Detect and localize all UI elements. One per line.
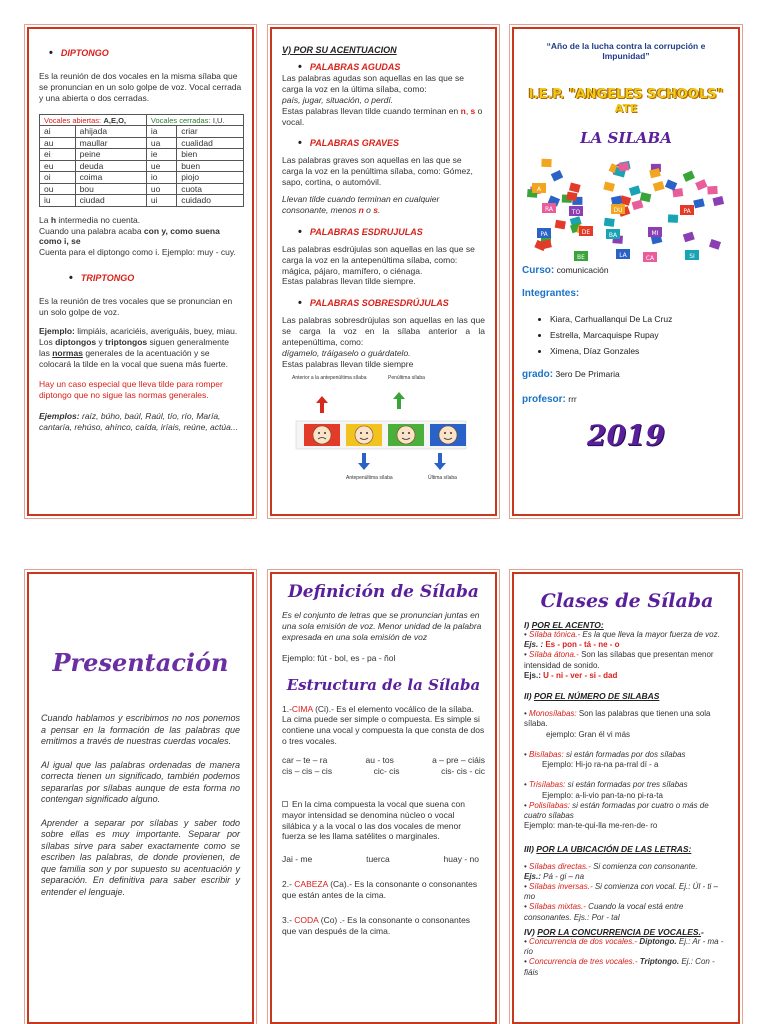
member-item: • Estrella, Marcaquispe Rupay [550,327,730,343]
table-cell: criar [177,126,244,138]
face-eye [402,432,404,434]
table-cell: peine [75,149,146,161]
table-cell: cuota [177,183,244,195]
label-penultima: Penúltima sílaba [388,375,425,381]
bi-example: Ejemplo: Hi-jo ra-na pa-rral dí - a [542,760,659,770]
triptongo-example: Ejemplo: limpiáis, acariciéis, averiguáis, buey, miau. [39,325,238,336]
mixtas-text: • Sílabas mixtas.- Cuando la vocal está entre consonantes. Ejs.: Por - tal [524,902,684,922]
special-case: Hay un caso especial que lleva tilde para romper diptongo que no sigue las normas generales. [39,379,223,401]
table-cell: cuidado [177,195,244,207]
arrow-up-red [316,396,328,413]
letter-tile [555,220,566,230]
table-cell: bien [177,149,244,161]
letter-tile-text: PA [683,208,691,215]
presentacion-p3: Aprender a separar por sílabas y saber todo sobre ellas es muy importante. Separar por sílabas sirve para saber exactamente como se escriben las palabras, de donde provienen, de que familia son y por supuesto su acentuación y separación. En definitiva para saber escribir y entender el lenguaje. [41,817,240,897]
table-head-open: Vocales abiertas: A,E,O, [40,114,147,126]
table-row [40,172,244,184]
estructura-title: Estructura de la Sílaba [286,675,481,694]
table-cell: ia [146,126,176,138]
table-cell: bou [75,183,146,195]
face-eye [360,432,362,434]
letter-tile [683,171,695,182]
table-cell: maullar [75,137,146,149]
table-row [40,126,244,138]
letter-tile [611,196,622,206]
table-cell: io [146,172,176,184]
face-eye [444,432,446,434]
triptongo-heading: • TRIPTONGO [69,272,242,284]
definicion-text: Es el conjunto de letras que se pronuncian juntas en una sola emisión de voz. Menor unidad de la palabra expresada en una sola emisión de voz [282,610,482,642]
face-eye [324,432,326,434]
letter-tile [665,179,677,190]
table-row [40,183,244,195]
clases-title: Clases de Sílaba [540,590,714,612]
mono-text: • Monosílabas: Son las palabras que tienen una sola sílaba. [524,709,711,729]
motto: “Año de la lucha contra la corrupción e Impunidad” [546,41,706,61]
letter-tile [653,181,665,192]
label-antepenultima: Antepenúltima sílaba [346,475,393,481]
letter-tile-text: DU [613,207,623,214]
directas-example: Ejs.: Pá - gi – na [524,871,585,881]
members-list [550,311,730,359]
letter-tile [632,200,644,210]
letter-tile [629,185,641,196]
table-cell: piojo [177,172,244,184]
table-cell: oi [40,172,76,184]
school-name: I.E.P. "ANGELES SCHOOLS" [528,87,724,102]
letter-tile [541,159,551,167]
panel-cover [512,27,740,516]
coda-text: 3.- CODA (Co) .- Es la consonante o consonantes que van después de la cima. [282,914,471,936]
member-item: • Ximena, Díaz Gonzales [550,343,730,359]
letter-tile [603,182,615,192]
table-cell: deuda [75,160,146,172]
tonica-text: • Sílaba tónica.- Es la que lleva la mayor fuerza de voz. [524,630,720,639]
letter-tile-text: RA [544,206,554,213]
accent-diagram [290,369,470,489]
letter-tile [707,186,717,195]
letter-tile [713,196,725,206]
table-cell: ua [146,137,176,149]
table-row [40,137,244,149]
agudas-text: Las palabras agudas son aquellas en las que se carga la voz en la última sílaba, como: [282,73,464,94]
letter-tile [569,182,581,192]
esdrujulas-heading: • PALABRAS ESDRUJULAS [298,226,485,238]
graves-tilde: Llevan tilde cuando terminan en cualquier consonante, menos n o s. [282,194,440,215]
letter-tile-text: TO [571,209,581,216]
face-icon [439,426,457,444]
panel-definicion [270,572,497,1024]
label-ultima: Última sílaba [428,475,457,481]
note-y: Cuando una palabra acaba con y, como suena como i, se [39,225,220,247]
checkbox-glyph [282,801,288,807]
cima-text: 1.-CIMA (Ci).- Es el elemento vocálico de la sílaba. La cima puede ser simple o compuesta. Es simple si contiene una vocal y compuesta la que consta de dos o tres vocales. [282,703,485,747]
example-row-3: Jai - me tuerca huay - no [282,854,479,865]
poli-example: Ejemplo: man-te-qui-lla me-ren-de- ro [524,821,658,831]
letter-tile [604,218,615,227]
grado-row: grado: 3ero De Primaria [522,369,620,380]
table-cell: eu [40,160,76,172]
tonica-example: Ejs. : Es - pon - tá - ne - o [524,640,620,650]
hiatus-examples: Ejemplos: raíz, búho, baúl, Raúl, tío, río, María, cantaría, rehúso, ahínco, caída, iríais, reúne, actúa... [39,411,238,432]
section-4-heading: IV) POR LA CONCURRENCIA DE VOCALES.- [524,926,704,937]
panel-presentacion [27,572,254,1024]
atona-text: • Sílaba átona.- Son las sílabas que presentan menor intensidad de sonido. [524,650,714,670]
panel-diptongo [27,27,254,516]
panel-acentuacion [270,27,497,516]
graves-text: Las palabras graves son aquellas en las que se carga la voz en la penúltima sílaba, como: Gómez, sapo, cortina, o automóvil. [282,155,473,188]
district: ATE [614,102,638,115]
definicion-title: Definición de Sílaba [288,582,479,602]
table-cell: ue [146,160,176,172]
diptongo-definition: Es la reunión de dos vocales en la misma sílaba que se pronuncian en un solo golpe de voz. Vocal cerrada y una abierta o dos cerradas. [39,71,242,103]
sobresdrujulas-tilde: Estas palabras llevan tilde siempre [282,358,414,369]
mono-example: ejemplo: Gran él vi más [546,729,631,739]
face-eye [450,432,452,434]
letter-tile [709,239,721,250]
curso-row: Curso: comunicación [522,265,609,276]
agudas-heading: • PALABRAS AGUDAS [298,61,485,73]
profesor-row: profesor: rrr [522,394,577,405]
example-row-1: car – te – ra au - tos a – pre – ciáis [282,755,485,765]
inversas-text: • Sílabas inversas.- Si comienza con vocal. Ej.: Úl - ti – mo [524,881,719,902]
presentacion-p1: Cuando hablamos y escribimos no nos ponemos a pensar en la formación de las palabras que emitimos a través de nuestras cuerdas vocales. [41,713,240,747]
year: 2019 [587,419,665,452]
face-eye [408,432,410,434]
letter-tile-text: LA [619,252,627,259]
table-cell: ie [146,149,176,161]
letter-tile-text: BE [577,254,585,261]
letter-tile-text: CA [645,255,655,262]
note-y-2: Cuenta para el diptongo como i. Ejemplo: muy - cuy. [39,247,236,258]
section-2-heading: II) POR EL NÚMERO DE SILABAS [524,691,660,702]
table-cell: ou [40,183,76,195]
atona-example: Ejs.: U - ni - ver - si - dad [524,670,618,680]
directas-text: • Sílabas directas.- Si comienza con consonante. [524,861,698,871]
table-cell: ui [146,195,176,207]
letter-tile-text: SI [689,253,695,260]
sobresdrujulas-text: Las palabras sobresdrújulas son aquellas en las que se carga la voz en la sílaba anterior a la antepenúltima, como: [282,315,485,347]
conc3-text: • Concurrencia de tres vocales.- Triptongo. Ej.: Con - fiáis [524,957,715,977]
cover-title: LA SILABA [580,129,672,147]
arrow-down-blue-left [358,453,370,470]
section-3-heading: III) POR LA UBICACIÓN DE LAS LETRAS: [524,843,692,854]
agudas-examples: país, jugar, situación, o perdí. [282,94,394,105]
graves-heading: • PALABRAS GRAVES [298,137,485,149]
panel-clases [512,572,740,1024]
face-icon [355,426,373,444]
agudas-tilde: Estas palabras llevan tilde cuando terminan en n, s o vocal. [282,105,483,127]
table-row [40,195,244,207]
cabeza-text: 2.- CABEZA (Ca).- Es la consonante o consonantes que están antes de la cima. [282,879,478,900]
arrow-down-blue-right [434,453,446,470]
letter-tile [695,179,707,190]
table-cell: buen [177,160,244,172]
table-cell: coima [75,172,146,184]
member-item: • Kiara, Carhuallanqui De La Cruz [550,311,730,327]
cima-compuesta-text: En la cima compuesta la vocal que suena con mayor intensidad se denomina núcleo o vocal silábica y a la vocal o las dos vocales de menor fuerza se les llama satélites o marginales. [282,798,465,842]
esdrujulas-text: Las palabras esdrújulas son aquellas en las que se carga la voz en la antepenúltima sílaba, como: mágica, pájaro, mamífero, o ciénaga. [282,243,475,276]
diptongo-heading: • DIPTONGO [49,47,242,59]
definicion-example: Ejemplo: fút - bol, es - pa - ñol [282,652,396,663]
label-anterior-line: Anterior a la antepenúltima sílaba [292,375,367,381]
table-cell: cualidad [177,137,244,149]
letter-tiles-image [522,153,732,263]
letter-tile [551,170,563,181]
bi-text: • Bisílabas: si están formadas por dos sílabas [524,749,686,759]
esdrujulas-tilde: Estas palabras llevan tilde siempre. [282,276,416,287]
vowel-table [39,114,244,207]
table-cell: au [40,137,76,149]
letter-tile-text: A [536,186,542,193]
table-cell: ciudad [75,195,146,207]
letter-tile [640,192,652,202]
section-1-heading: I) POR EL ACENTO: [524,620,604,630]
letter-tile [618,162,629,171]
label-anterior-antepenultima [292,375,367,381]
face-icon [397,426,415,444]
sobresdrujulas-heading: • PALABRAS SOBRESDRÚJULAS [298,297,485,309]
letter-tile [693,198,705,208]
table-cell: uo [146,183,176,195]
poli-text: • Polisílabas: si están formadas por cuatro o más de cuatro sílabas [524,800,709,821]
table-row [40,160,244,172]
letter-tile-text: DE [581,229,591,236]
triptongo-definition: Es la reunión de tres vocales que se pronuncian en un solo golpe de voz. [39,296,233,317]
table-cell: ei [40,149,76,161]
acentuacion-heading: V) POR SU ACENTUACION [282,45,397,55]
conc2-text: • Concurrencia de dos vocales.- Diptongo. Ej.: Ar - ma - rio [524,936,724,957]
table-cell: ahijada [75,126,146,138]
presentacion-title: Presentación [52,648,229,677]
integrantes-label: Integrantes: [522,288,580,299]
letter-tile [668,214,678,222]
letter-tile [566,192,577,202]
accent-rule: Los diptongos y triptongos siguen generalmente las normas generales de la acentuación y se colocará la tilde en la vocal que suena más fuerte. [39,336,229,369]
table-cell: ai [40,126,76,138]
face-icon [313,426,331,444]
table-head-closed: Vocales cerradas: I,U. [146,114,243,126]
letter-tile-text: BA [608,232,618,239]
table-cell: iu [40,195,76,207]
example-row-2: cis – cis – cis cic- cis cis- cis - cic [282,765,485,776]
letter-tile [683,232,695,243]
letter-tile-text: MI [651,230,659,237]
sobresdrujulas-examples: dígamelo, tráigaselo o guárdatelo. [282,347,411,358]
tri-text: • Trisílabas: si están formadas por tres sílabas [524,780,688,790]
table-row [40,149,244,161]
arrow-up-green [393,392,405,409]
tri-example: Ejemplo: a-li-vio pan-ta-no pi-ra-ta [542,790,663,800]
presentacion-p2: Al igual que las palabras ordenadas de manera correcta tienen un significado, también podemos separarlas por sílabas aunque de esta forma no contengan significado alguno. [41,759,240,805]
letter-tile-text: PA [540,231,548,238]
face-eye [318,432,320,434]
note-h: La h intermedia no cuenta. [39,214,141,225]
face-eye [366,432,368,434]
